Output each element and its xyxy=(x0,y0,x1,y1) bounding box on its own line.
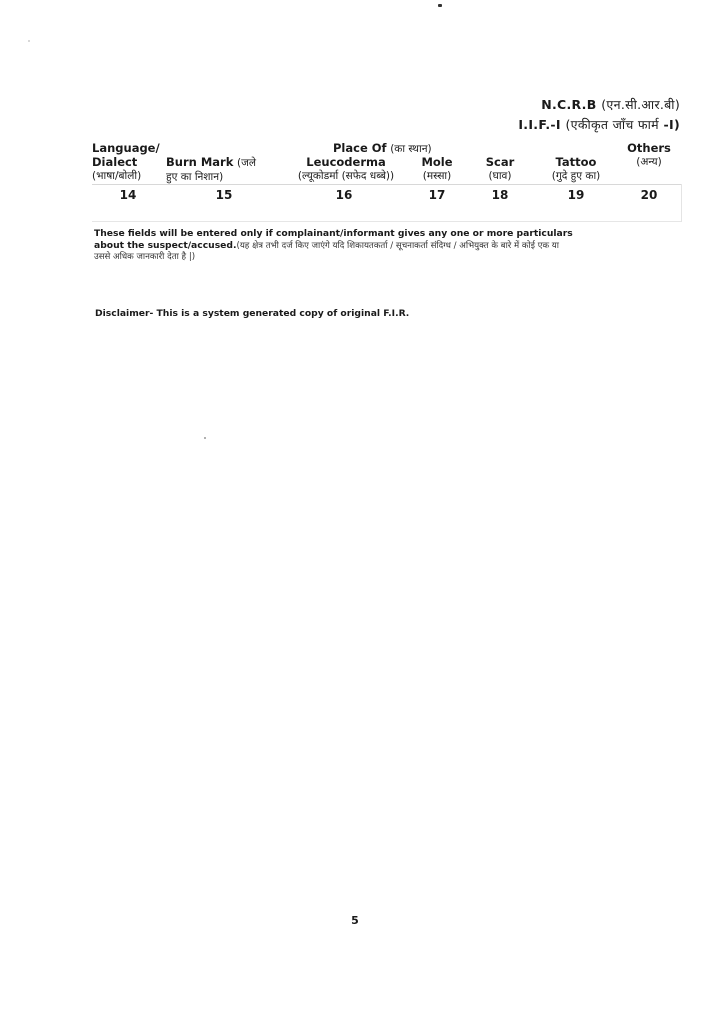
iif-header xyxy=(518,116,680,133)
page-number: 5 xyxy=(351,914,359,927)
ncrb-header xyxy=(541,96,680,113)
col-language-en2: Dialect xyxy=(92,155,138,169)
col-number-18: 18 xyxy=(491,188,509,202)
col-language-hi: (भाषा/बोली) xyxy=(92,170,142,182)
col-number-20: 20 xyxy=(640,188,658,202)
iif-suffix: -I) xyxy=(663,117,680,132)
col-tattoo-hi: (गुदे हुए का) xyxy=(551,170,601,182)
col-leucoderma-header xyxy=(284,155,408,183)
col-scar-hi: (घाव) xyxy=(488,170,512,182)
col-others-en: Others xyxy=(627,141,671,155)
iif-en: I.I.F.-I xyxy=(518,117,561,132)
place-of-hi: (का स्थान) xyxy=(390,143,432,155)
col-scar-en: Scar xyxy=(485,155,515,169)
col-number-14: 14 xyxy=(119,188,137,202)
col-language-header xyxy=(92,141,160,183)
scan-speck xyxy=(438,4,442,7)
col-number-15: 15 xyxy=(215,188,233,202)
suspect-fields-note xyxy=(94,228,694,264)
note-line1: These fields will be entered only if complainant/informant gives any one or more particulars xyxy=(94,228,573,239)
table-rule-bottom xyxy=(92,221,682,222)
col-leucoderma-hi: (ल्यूकोडर्मा (सफेद धब्बे)) xyxy=(297,170,395,182)
scan-speck xyxy=(204,437,206,439)
col-others-header xyxy=(620,141,678,169)
col-tattoo-header xyxy=(534,155,618,183)
col-scar-header xyxy=(476,155,524,183)
col-number-19: 19 xyxy=(567,188,585,202)
scan-speck xyxy=(28,40,30,42)
disclaimer: Disclaimer- This is a system generated copy of original F.I.R. xyxy=(95,308,410,319)
col-language-en1: Language/ xyxy=(92,141,160,155)
col-others-hi: (अन्य) xyxy=(636,156,662,168)
place-of-en: Place Of xyxy=(333,141,387,155)
col-number-17: 17 xyxy=(428,188,446,202)
ncrb-en: N.C.R.B xyxy=(541,97,597,112)
note-line3-hi: उससे अधिक जानकारी देता है |) xyxy=(94,252,196,262)
ncrb-hi: (एन.सी.आर.बी) xyxy=(601,97,680,112)
note-line2-hi: (यह क्षेत्र तभी दर्ज किए जाएंगे यदि शिकायतकर्ता / सूचनाकर्ता संदिग्ध / अभियुक्त के बारे में कोई एक या xyxy=(236,240,559,251)
col-mole-en: Mole xyxy=(421,155,453,169)
col-number-16: 16 xyxy=(335,188,353,202)
table-rule-top xyxy=(92,184,682,185)
col-burn-hi: हुए का निशान) xyxy=(166,171,224,183)
col-leucoderma-en: Leucoderma xyxy=(306,155,386,169)
note-line2-en: about the suspect/accused. xyxy=(94,239,237,251)
col-mole-header xyxy=(410,155,464,183)
iif-hi: (एकीकृत जाँच फार्म xyxy=(565,117,659,132)
col-tattoo-en: Tattoo xyxy=(555,155,597,169)
col-burn-en: Burn Mark xyxy=(166,155,234,169)
table-vrule-right xyxy=(681,184,682,222)
col-mole-hi: (मस्सा) xyxy=(422,170,452,182)
place-of-header xyxy=(333,141,432,156)
col-burn-hi1: (जले xyxy=(237,157,257,169)
col-burn-mark-header xyxy=(166,155,256,184)
